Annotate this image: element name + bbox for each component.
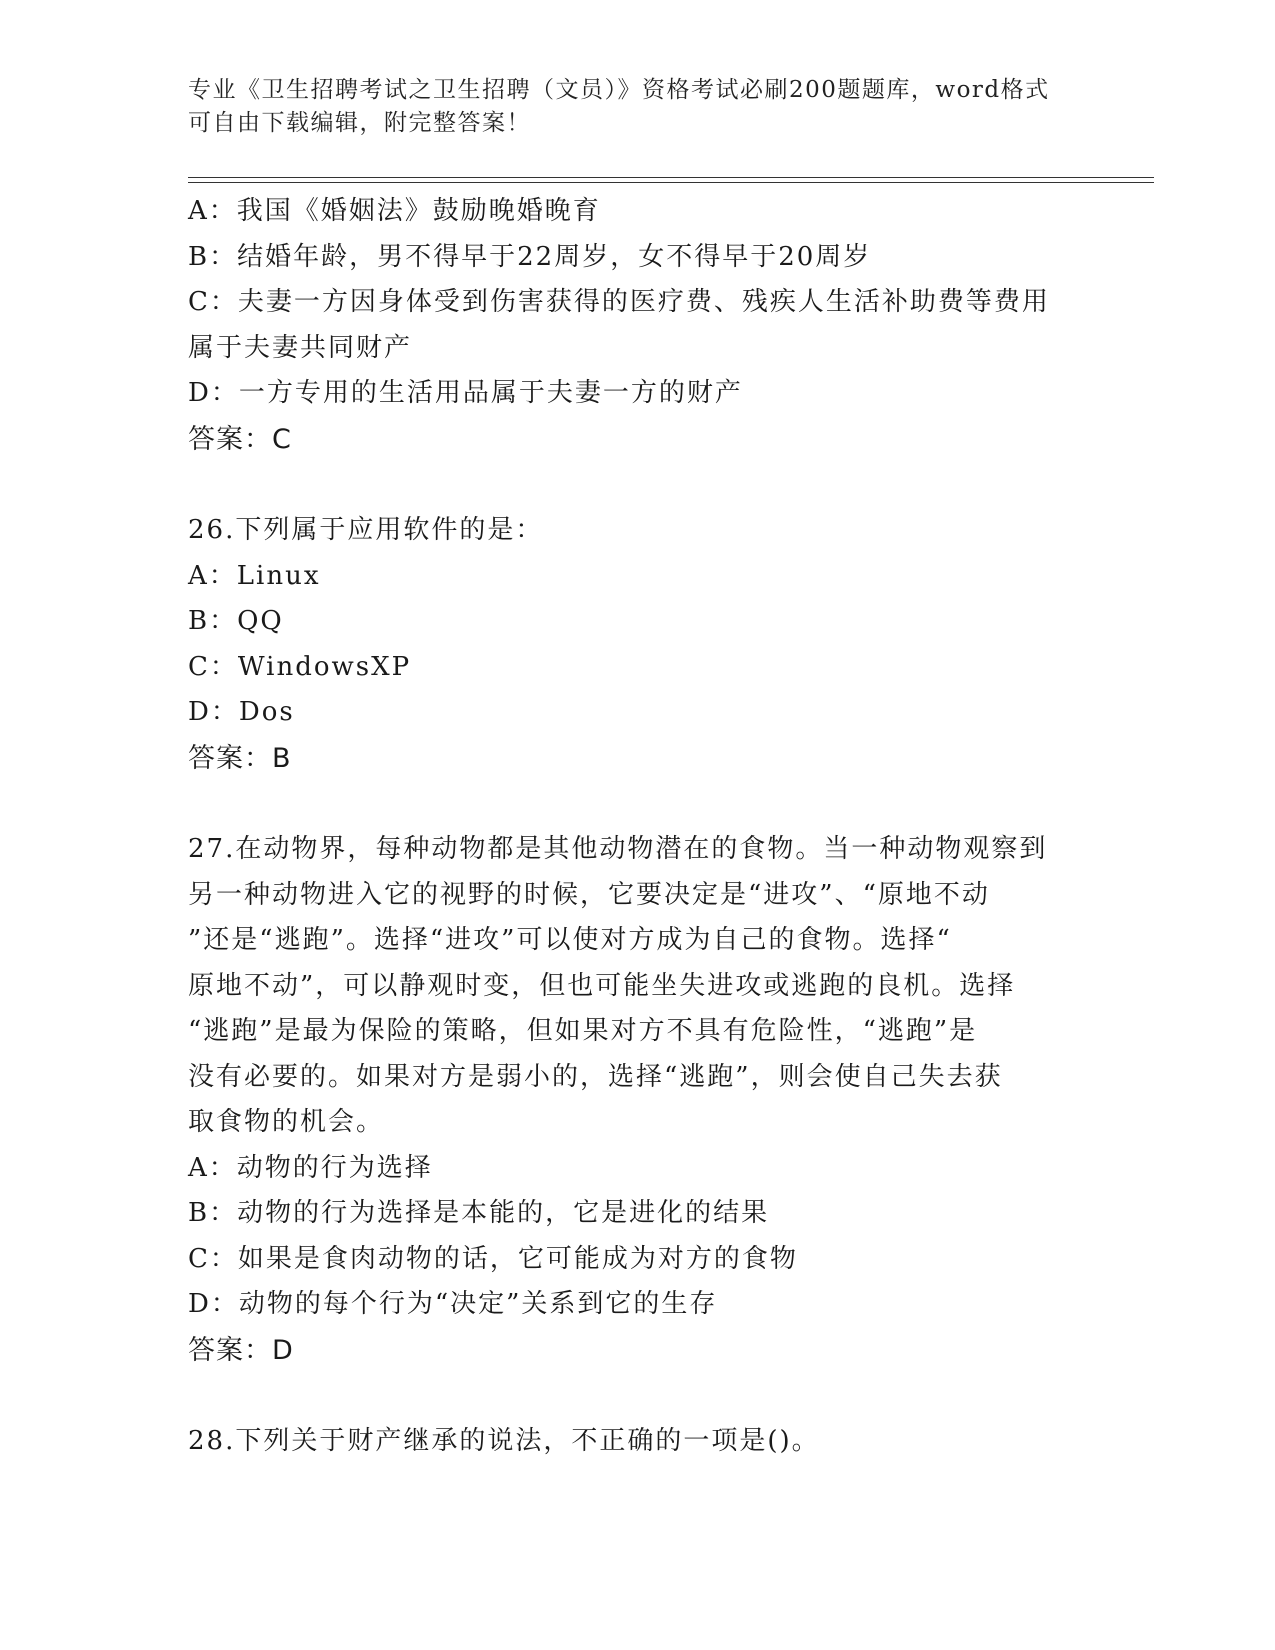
q27-question-line-5: “逃跑”是最为保险的策略，但如果对方不具有危险性，“逃跑”是 xyxy=(188,1016,978,1046)
spacer xyxy=(188,1373,1068,1419)
header-title-line-2: 可自由下载编辑，附完整答案！ xyxy=(188,110,531,136)
q26-answer: 答案：B xyxy=(188,742,292,774)
question-28-block xyxy=(188,1419,1068,1465)
q26-question: 26.下列属于应用软件的是： xyxy=(188,515,544,545)
q25-option-a: A：我国《婚姻法》鼓励晚婚晚育 xyxy=(188,196,601,226)
q25-option-d: D：一方专用的生活用品属于夫妻一方的财产 xyxy=(188,378,743,408)
header-divider xyxy=(188,177,1154,183)
question-27-block xyxy=(188,827,1068,1373)
q27-question-line-1: 27.在动物界，每种动物都是其他动物潜在的食物。当一种动物观察到 xyxy=(188,834,1048,864)
q27-question-line-4: 原地不动”，可以静观时变，但也可能坐失进攻或逃跑的良机。选择 xyxy=(188,970,1016,1001)
q27-question-line-6: 没有必要的。如果对方是弱小的，选择“逃跑”，则会使自己失去获 xyxy=(188,1061,1003,1092)
q27-option-d: D：动物的每个行为“决定”关系到它的生存 xyxy=(188,1289,718,1319)
q26-option-c: C：WindowsXP xyxy=(188,651,412,682)
question-25-block xyxy=(188,189,1068,462)
q27-question-line-2: 另一种动物进入它的视野的时候，它要决定是“进攻”、“原地不动 xyxy=(188,879,990,910)
spacer xyxy=(188,781,1068,827)
q26-option-b: B：QQ xyxy=(188,606,284,636)
document-header xyxy=(188,74,1068,140)
question-26-block xyxy=(188,508,1068,781)
q27-option-a: A：动物的行为选择 xyxy=(188,1152,433,1183)
q28-question: 28.下列关于财产继承的说法，不正确的一项是()。 xyxy=(188,1426,820,1456)
q25-option-c-line-2: 属于夫妻共同财产 xyxy=(188,332,413,363)
q25-option-c-line-1: C：夫妻一方因身体受到伤害获得的医疗费、残疾人生活补助费等费用 xyxy=(188,287,1050,317)
q27-answer: 答案：D xyxy=(188,1334,294,1366)
q27-question-line-7: 取食物的机会。 xyxy=(188,1107,385,1137)
q26-option-d: D：Dos xyxy=(188,697,295,727)
q27-option-c: C：如果是食肉动物的话，它可能成为对方的食物 xyxy=(188,1243,798,1274)
document-body xyxy=(188,189,1068,1465)
spacer xyxy=(188,462,1068,508)
q26-option-a: A：Linux xyxy=(188,560,321,591)
q27-question-line-3: ”还是“逃跑”。选择“进攻”可以使对方成为自己的食物。选择“ xyxy=(188,925,952,955)
q27-option-b: B：动物的行为选择是本能的，它是进化的结果 xyxy=(188,1198,770,1228)
header-title-line-1: 专业《卫生招聘考试之卫生招聘（文员）》资格考试必刷200题题库，word格式 xyxy=(188,77,1050,103)
q25-answer: 答案：C xyxy=(188,423,292,455)
q25-option-b: B：结婚年龄，男不得早于22周岁，女不得早于20周岁 xyxy=(188,241,872,272)
